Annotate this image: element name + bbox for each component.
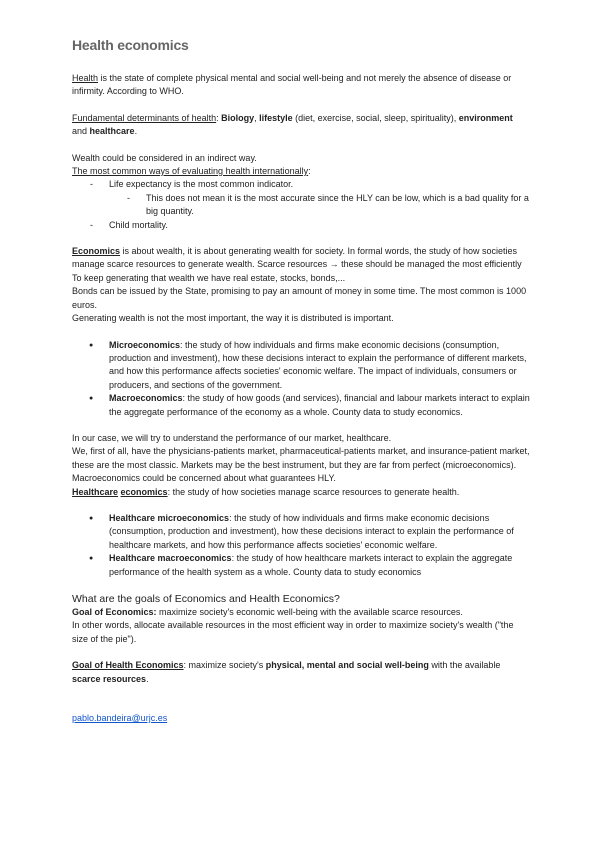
list-item bbox=[72, 512, 530, 552]
economics-term: Economics bbox=[72, 246, 121, 257]
bullet-text: : the study of how healthcare markets interact to explain the aggregate performance of the health system as a whole. County data to study economics bbox=[109, 553, 513, 577]
goal-economics-text: maximize society's economic well-being with the available scarce resources. bbox=[156, 607, 463, 617]
lifestyle-term: lifestyle bbox=[259, 112, 293, 123]
goal-economics-term: Goal of Economics: bbox=[72, 607, 157, 617]
goal-he-text-2: with the available bbox=[428, 660, 501, 671]
goal-he-text: : maximize society's bbox=[183, 660, 266, 671]
period: . bbox=[146, 673, 149, 684]
economics-bullets bbox=[72, 339, 530, 419]
bonds-line: Bonds can be issued by the State, promising to pay an amount of money in some time. The most common is 1000 euros. bbox=[72, 286, 527, 310]
healthcare-economics-text: : the study of how societies manage scarce resources to generate health. bbox=[167, 486, 460, 497]
goals-question: What are the goals of Economics and Health Economics? bbox=[72, 593, 340, 605]
healthcare-term: Healthcare bbox=[72, 486, 119, 497]
list-item bbox=[72, 392, 530, 419]
bullet-text: : the study of how individuals and firms make economic decisions (consumption, production and investment), how these decisions interact to explain the performance of healthcare markets, and how this performance affects societies' economic welfare. bbox=[109, 512, 514, 550]
and-word: and bbox=[72, 126, 90, 137]
evaluation-list bbox=[72, 178, 530, 232]
bullet-term: Microeconomics bbox=[109, 339, 181, 350]
list-item: - Life expectancy is the most common indicator. bbox=[72, 178, 530, 191]
goal-he-term: Goal of Health Economics bbox=[72, 660, 184, 671]
healthcare-term: healthcare bbox=[89, 126, 135, 137]
wealth-line: Wealth could be considered in an indirect way. bbox=[72, 152, 257, 163]
list-subitem: - This does not mean it is the most accurate since the HLY can be low, which is a bad quality for a big quantity. bbox=[72, 192, 530, 219]
health-definition-text: is the state of complete physical mental and social well-being and not merely the absence of disease or infirmity. According to WHO. bbox=[72, 73, 512, 97]
goal-he-bold-2: scarce resources bbox=[72, 673, 147, 684]
economics-definition bbox=[72, 245, 530, 272]
health-definition bbox=[72, 72, 530, 99]
bullet-text: : the study of how goods (and services), financial and labour markets interact to explain the aggregate performance of the economy as a whole. County data to study economics. bbox=[109, 393, 530, 417]
colon: : bbox=[216, 112, 222, 123]
economics-definition-text: is about wealth, it is about generating wealth for society. In formal words, the study of how societies manage scarce resources to generate wealth. Scarce resources → these should be managed the most efficiently bbox=[72, 246, 522, 270]
email-link[interactable]: pablo.bandeira@urjc.es bbox=[72, 713, 168, 724]
healthcare-economics-definition bbox=[72, 486, 530, 499]
list-item bbox=[72, 552, 530, 579]
list-item bbox=[72, 339, 530, 393]
evaluation-heading-colon: : bbox=[308, 166, 311, 177]
document-page bbox=[72, 36, 530, 725]
bullet-term: Healthcare microeconomics bbox=[109, 512, 230, 523]
distribution-line: Generating wealth is not the most important, the way it is distributed is important. bbox=[72, 313, 394, 324]
health-term: Health bbox=[72, 73, 99, 83]
goal-economics-line2: In other words, allocate available resources in the most efficient way in order to maximize society's wealth ("the size of the pie"). bbox=[72, 620, 514, 644]
our-case-line: In our case, we will try to understand the performance of our market, healthcare. bbox=[72, 432, 392, 443]
list-item: - Child mortality. bbox=[72, 219, 530, 232]
page-title: Health economics bbox=[72, 37, 189, 53]
goal-economics bbox=[72, 606, 530, 619]
comma: , bbox=[254, 112, 260, 123]
email-line bbox=[72, 712, 530, 725]
goal-health-economics bbox=[72, 659, 530, 686]
healthcare-bullets bbox=[72, 512, 530, 579]
markets-paragraph: We, first of all, have the physicians-patients market, pharmaceutical-patients market, and insurance-patient market, these are the most classic. Markets may be the best instrument, but they are far from perfect (microeconomics). Macroeconomics could be concerned about what guarantees HLY. bbox=[72, 446, 530, 484]
environment-term: environment bbox=[458, 112, 513, 123]
bullet-term: Macroeconomics bbox=[109, 393, 183, 404]
bullet-term: Healthcare macroeconomics bbox=[109, 553, 232, 564]
bullet-text: : the study of how individuals and firms make economic decisions (consumption, production and investment), how these decisions interact to explain the performance of different markets, and how this performance affects societies' economic welfare. The impact of individuals, consumers or producers, and sections of the government. bbox=[109, 339, 527, 390]
determinants-heading: Fundamental determinants of health bbox=[72, 112, 217, 123]
goal-he-bold: physical, mental and social well-being bbox=[265, 660, 429, 671]
lifestyle-detail: (diet, exercise, social, sleep, spirituality), bbox=[292, 112, 459, 123]
evaluation-heading: The most common ways of evaluating health internationally bbox=[72, 166, 309, 177]
determinants-paragraph bbox=[72, 112, 530, 139]
wealth-assets-line: To keep generating that wealth we have real estate, stocks, bonds,... bbox=[72, 272, 346, 283]
biology-term: Biology bbox=[221, 112, 255, 123]
period: . bbox=[134, 126, 138, 137]
economics-term-2: economics bbox=[120, 486, 168, 497]
evaluation-heading-line bbox=[72, 165, 530, 178]
